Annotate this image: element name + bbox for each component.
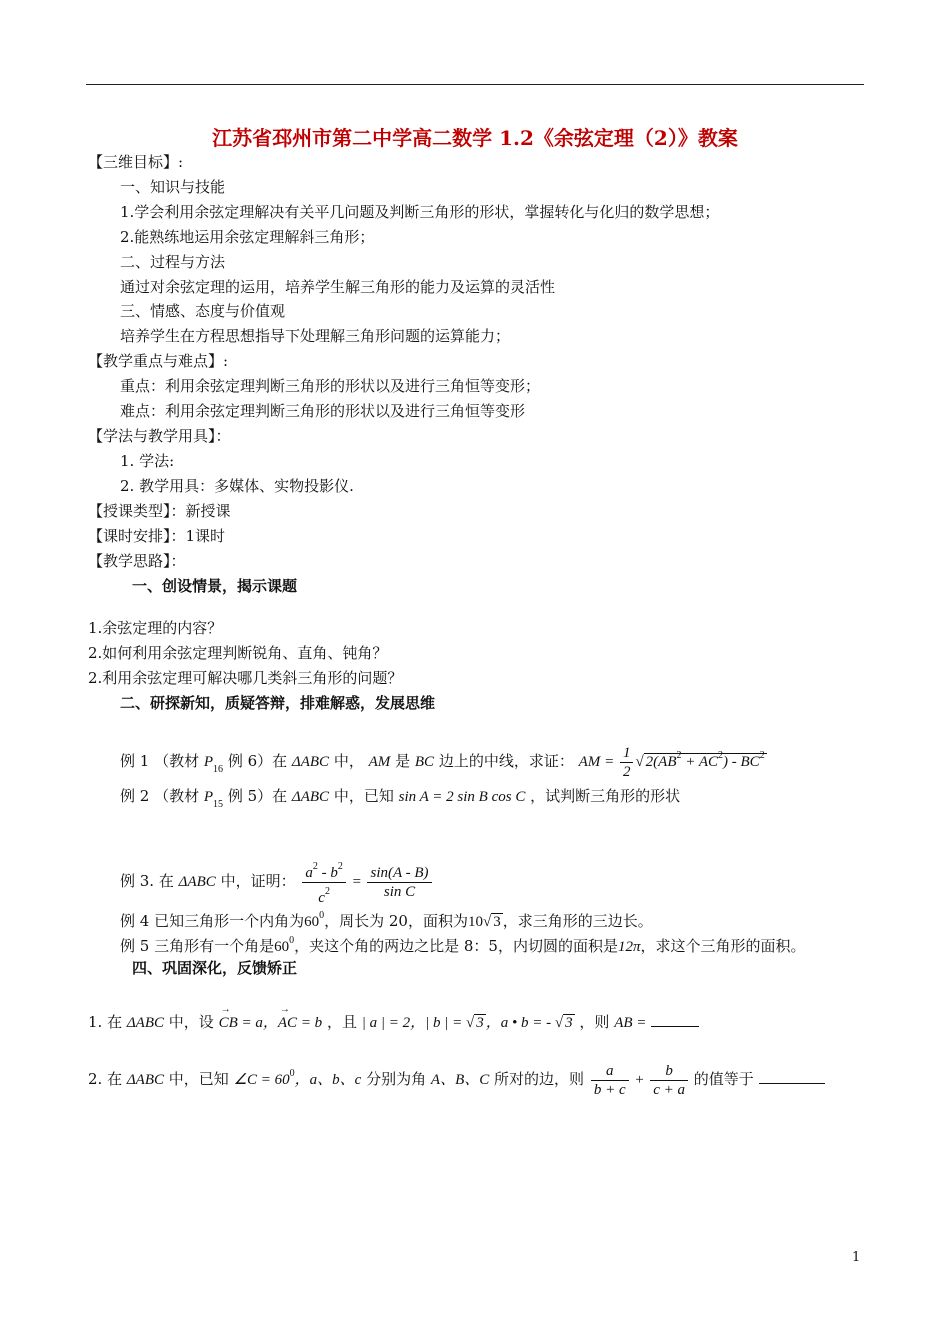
exercise-1: 1. 在 ΔABC 中，设 → CB = a，→ AC = b ，且 | a | = 2，| b | = √ 3 ，a • b = - √ 3 ，则 AB = bbox=[88, 1012, 699, 1033]
hours-heading: 【课时安排】 bbox=[88, 527, 171, 545]
formula-median: AM = $\frac{1}{2}$ √ $2(AB^2 + AC^2) - BC^2$ bbox=[578, 745, 765, 780]
part4-heading: 四、巩固深化，反馈矫正 bbox=[132, 959, 298, 977]
goal1-heading: 一、知识与技能 bbox=[120, 178, 226, 196]
difficult-point: 难点：利用余弦定理判断三角形的形状以及进行三角恒等变形 bbox=[120, 402, 526, 420]
goal2-heading: 二、过程与方法 bbox=[120, 253, 226, 271]
goal1-item2: 2.能熟练地运用余弦定理解斜三角形； bbox=[120, 228, 375, 246]
formula-identity: $\frac{a^2 - b^2}{c^2}$ = $\frac{\sin(A - B)}{\text{sin C}}$ bbox=[300, 874, 433, 890]
example-1: 例 1 （教材 $P_{16}$ 例 6）在 ΔABC 中， AM 是 BC 边上的中线，求证： AM = $\frac{1}{2}$ √ $2(AB^2 + AC^2) - BC^2$ bbox=[120, 745, 765, 780]
header-rule bbox=[86, 84, 864, 85]
document-title: 江苏省邳州市第二中学高二数学 1.2《余弦定理（2）》教案 bbox=[212, 126, 738, 150]
type-heading: 【授课类型】 bbox=[88, 502, 171, 520]
page-number: 1 bbox=[852, 1250, 861, 1265]
hours-text: ：1课时 bbox=[170, 527, 226, 545]
math-triangle-abc: ΔABC bbox=[291, 753, 330, 770]
formula-fraction-sum: $\frac{a}{b + c}$ + $\frac{b}{c + a}$ bbox=[589, 1072, 694, 1088]
question-2: 2.如何利用余弦定理判断锐角、直角、钝角？ bbox=[88, 644, 388, 662]
tools-item2: 2. 教学用具：多媒体、实物投影仪. bbox=[120, 477, 354, 495]
part1-heading: 一、创设情景，揭示课题 bbox=[132, 577, 298, 595]
exercise-2: 2. 在 ΔABC 中，已知 ∠C = $60^0$，a、b、c 分别为角 A、B、C 所对的边，则 $\frac{a}{b + c}$ + $\frac{b}{c + a}$ 的值等于 bbox=[88, 1062, 825, 1099]
answer-blank-2[interactable] bbox=[759, 1069, 825, 1084]
textbook-page-ref: $P_{16}$ bbox=[203, 753, 224, 775]
idea-heading: 【教学思路】： bbox=[88, 552, 186, 570]
example-3: 例 3. 在 ΔABC 中，证明： $\frac{a^2 - b^2}{c^2}$ = $\frac{\sin(A - B)}{\text{sin C}}$ bbox=[120, 858, 434, 907]
tools-item1: 1. 学法: bbox=[120, 452, 175, 470]
type-line bbox=[88, 501, 231, 521]
type-text: ：新授课 bbox=[170, 502, 231, 520]
goal2-text: 通过对余弦定理的运用，培养学生解三角形的能力及运算的灵活性 bbox=[120, 278, 556, 296]
question-1: 1.余弦定理的内容？ bbox=[88, 619, 223, 637]
formula-sine-relation: sin A = 2 sin B cos C bbox=[398, 789, 526, 805]
key-point: 重点：利用余弦定理判断三角形的形状以及进行三角恒等变形； bbox=[120, 377, 541, 395]
goals-heading: 【三维目标】: bbox=[88, 153, 184, 171]
example-2: 例 2 （教材 $P_{15}$ 例 5）在 ΔABC 中，已知 sin A = 2 sin B cos C ，试判断三角形的形状 bbox=[120, 787, 681, 810]
tools-heading: 【学法与教学用具】： bbox=[88, 427, 231, 445]
question-3: 2.利用余弦定理可解决哪几类斜三角形的问题？ bbox=[88, 669, 403, 687]
goal3-text: 培养学生在方程思想指导下处理解三角形问题的运算能力； bbox=[120, 327, 511, 345]
answer-blank-1[interactable] bbox=[651, 1012, 699, 1027]
goal3-heading: 三、情感、态度与价值观 bbox=[120, 302, 286, 320]
example-4: 例 4 已知三角形一个内角为$60^0$，周长为 20，面积为10√ 3 ，求三角形的三边长。 bbox=[120, 910, 653, 930]
part2-heading: 二、研探新知，质疑答辩，排难解惑，发展思维 bbox=[120, 694, 436, 712]
hours-line bbox=[88, 526, 225, 546]
goal1-item1: 1.学会利用余弦定理解决有关平几问题及判断三角形的形状，掌握转化与化归的数学思想； bbox=[120, 203, 720, 221]
example-5: 例 5 三角形有一个角是$60^0$，夹这个角的两边之比是 8：5，内切圆的面积是12π，求这个三角形的面积。 bbox=[120, 935, 806, 955]
key-heading: 【教学重点与难点】: bbox=[88, 352, 229, 370]
